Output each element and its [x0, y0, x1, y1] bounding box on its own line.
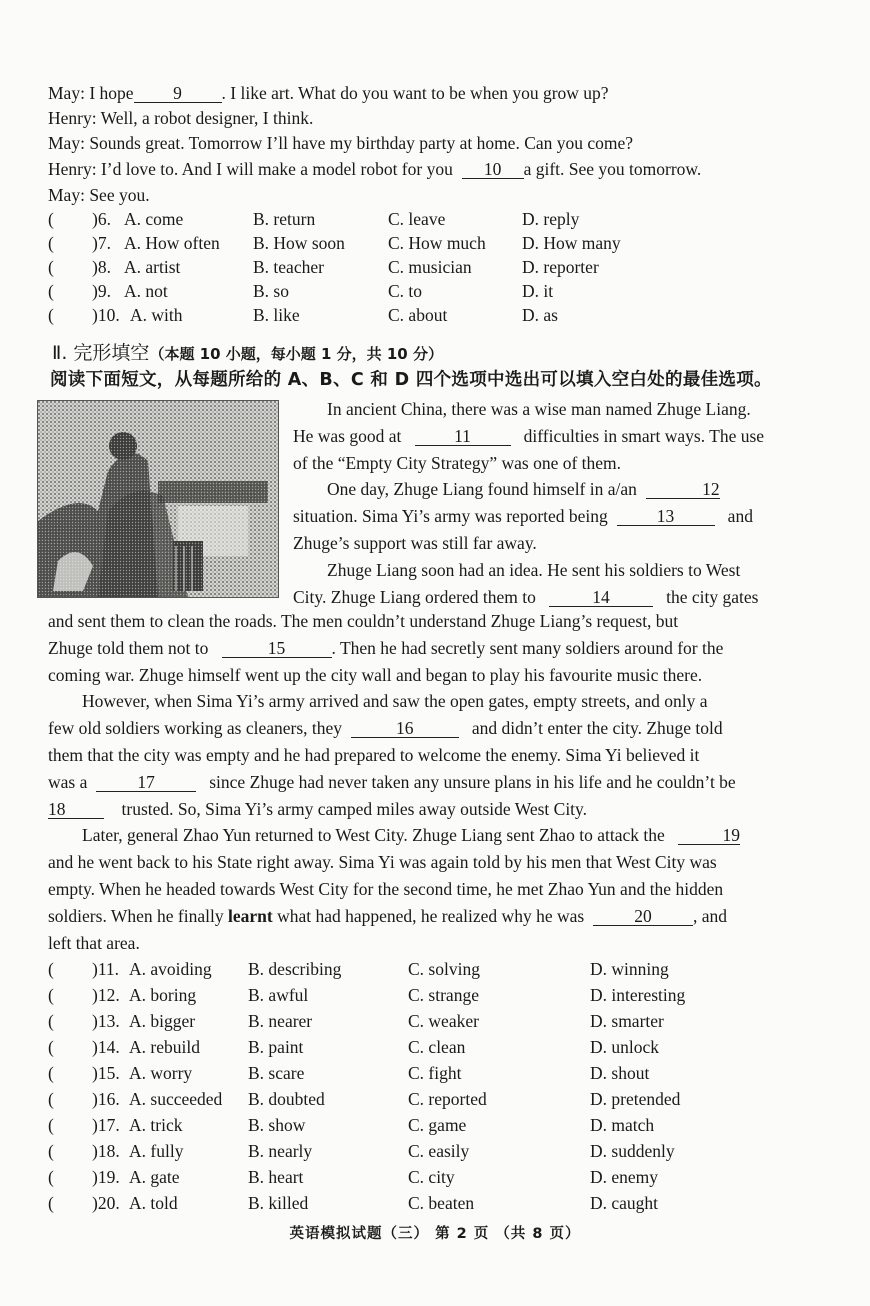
question-19: ( )19. A. gate B. heart C. city D. enemy [48, 1167, 659, 1187]
passage-line: One day, Zhuge Liang found himself in a/an 12 [327, 479, 720, 500]
passage-line: City. Zhuge Liang ordered them to 14 the city gates [293, 586, 759, 607]
blank-13: 13 [617, 507, 715, 526]
question-10: ( )10. A. with B. like C. about D. as [48, 305, 558, 325]
blank-14: 14 [549, 588, 653, 607]
passage-line: situation. Sima Yi’s army was reported being 13 and [293, 506, 753, 527]
passage-line: Zhuge told them not to 15 . Then he had secretly sent many soldiers around for the [48, 637, 724, 658]
question-11: ( )11. A. avoiding B. describing C. solving D. winning [48, 959, 669, 979]
section-instruction: 阅读下面短文，从每题所给的 A、B、C 和 D 四个选项中选出可以填入空白处的最佳选项。 [50, 370, 772, 390]
question-14: ( )14. A. rebuild B. paint C. clean D. unlock [48, 1037, 660, 1057]
zhuge-liang-illustration [37, 400, 279, 598]
passage-line: Zhuge’s support was still far away. [293, 532, 537, 553]
question-18: ( )18. A. fully B. nearly C. easily D. suddenly [48, 1141, 675, 1161]
blank-17: 17 [96, 773, 196, 792]
blank-16: 16 [351, 719, 459, 738]
passage-line: However, when Sima Yi’s army arrived and saw the open gates, empty streets, and only a [82, 691, 708, 712]
passage-line: soldiers. When he finally learnt what had happened, he realized why he was 20 , and [48, 905, 727, 926]
blank-12: 12 [646, 480, 720, 499]
passage-line: He was good at 11 difficulties in smart ways. The use [293, 425, 765, 446]
section-title: Ⅱ. 完形填空（本题 10 小题，每小题 1 分，共 10 分） [52, 342, 443, 364]
passage-line: empty. When he headed towards West City for the second time, he met Zhao Yun and the hidden [48, 878, 724, 899]
passage-line: left that area. [48, 932, 140, 953]
question-7: ( )7. A. How often B. How soon C. How much D. How many [48, 233, 621, 253]
question-16: ( )16. A. succeeded B. doubted C. reported D. pretended [48, 1089, 681, 1109]
passage-line: was a 17 since Zhuge had never taken any unsure plans in his life and he couldn’t be [48, 771, 736, 792]
question-12: ( )12. A. boring B. awful C. strange D. interesting [48, 985, 686, 1005]
question-17: ( )17. A. trick B. show C. game D. match [48, 1115, 655, 1135]
passage-line: and he went back to his State right away. Sima Yi was again told by his men that West City was [48, 852, 717, 873]
passage-line: and sent them to clean the roads. The men couldn’t understand Zhuge Liang’s request, but [48, 611, 679, 631]
blank-10: 10 [462, 160, 524, 179]
dialogue-line-may-3: May: See you. [48, 185, 150, 205]
blank-15: 15 [222, 639, 332, 658]
dialogue-line-may-2: May: Sounds great. Tomorrow I’ll have my birthday party at home. Can you come? [48, 133, 634, 153]
blank-11: 11 [415, 427, 511, 446]
blank-19: 19 [678, 826, 740, 845]
passage-line: coming war. Zhuge himself went up the city wall and began to play his favourite music there. [48, 664, 703, 685]
passage-line: Zhuge Liang soon had an idea. He sent his soldiers to West [327, 559, 741, 580]
passage-column [293, 396, 793, 610]
blank-20: 20 [593, 907, 693, 926]
question-20: ( )20. A. told B. killed C. beaten D. caught [48, 1193, 659, 1213]
section-note: （本题 10 小题，每小题 1 分，共 10 分） [149, 345, 443, 363]
question-8: ( )8. A. artist B. teacher C. musician D. reporter [48, 257, 599, 277]
dialogue-line-9: May: I hope 9 . I like art. What do you want to be when you grow up? [48, 83, 609, 103]
passage-line: Later, general Zhao Yun returned to West City. Zhuge Liang sent Zhao to attack the 19 [82, 825, 740, 846]
question-6: ( )6. A. come B. return C. leave D. reply [48, 209, 580, 229]
passage-line: In ancient China, there was a wise man named Zhuge Liang. [327, 399, 751, 419]
passage-line: 18 trusted. So, Sima Yi’s army camped miles away outside West City. [48, 798, 588, 819]
passage-line: of the “Empty City Strategy” was one of them. [293, 452, 622, 473]
dialogue-line-henry-1: Henry: Well, a robot designer, I think. [48, 108, 314, 128]
passage-full [48, 608, 848, 956]
blank-18: 18 [48, 800, 104, 819]
question-13: ( )13. A. bigger B. nearer C. weaker D. smarter [48, 1011, 664, 1031]
blank-9: 9 [134, 84, 222, 103]
question-15: ( )15. A. worry B. scare C. fight D. shout [48, 1063, 650, 1083]
passage-line: few old soldiers working as cleaners, they 16 and didn’t enter the city. Zhuge told [48, 718, 723, 739]
page-footer: 英语模拟试题（三） 第 2 页 （共 8 页） [289, 1226, 581, 1242]
question-9: ( )9. A. not B. so C. to D. it [48, 281, 554, 301]
passage-line: them that the city was empty and he had prepared to welcome the enemy. Sima Yi believed it [48, 744, 700, 765]
dialogue-line-10: Henry: I’d love to. And I will make a model robot for you 10 a gift. See you tomorrow. [48, 159, 702, 179]
